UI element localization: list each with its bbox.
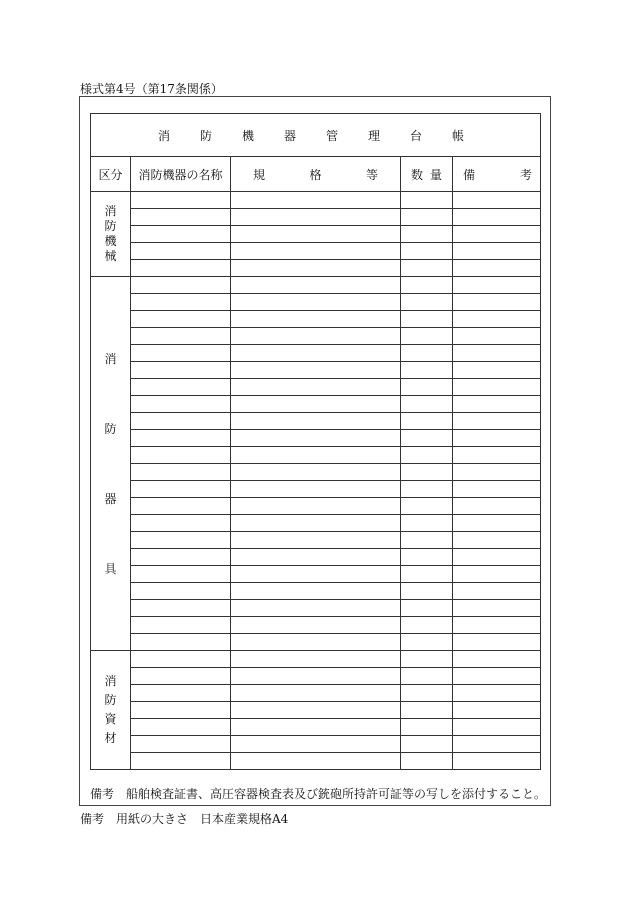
spec-cell[interactable]	[231, 668, 401, 685]
form-number-label: 様式第4号（第17条関係）	[80, 82, 223, 96]
qty-cell[interactable]	[401, 617, 453, 634]
header-row	[91, 157, 541, 192]
remarks-cell[interactable]	[453, 379, 541, 396]
header-spec-char: 等	[365, 167, 378, 182]
remarks-cell[interactable]	[453, 753, 541, 770]
qty-cell[interactable]	[401, 753, 453, 770]
qty-cell[interactable]	[401, 736, 453, 753]
name-cell[interactable]	[131, 192, 231, 209]
name-cell[interactable]	[131, 243, 231, 260]
qty-cell[interactable]	[401, 498, 453, 515]
qty-cell[interactable]	[401, 702, 453, 719]
table-row	[91, 243, 541, 260]
spec-cell[interactable]	[231, 328, 401, 345]
name-cell[interactable]	[131, 753, 231, 770]
name-cell[interactable]	[131, 498, 231, 515]
qty-cell[interactable]	[401, 481, 453, 498]
remarks-cell[interactable]	[453, 243, 541, 260]
spec-cell[interactable]	[231, 634, 401, 651]
spec-cell[interactable]	[231, 294, 401, 311]
qty-cell[interactable]	[401, 311, 453, 328]
qty-cell[interactable]	[401, 294, 453, 311]
header-spec	[231, 157, 401, 192]
qty-cell[interactable]	[401, 515, 453, 532]
qty-cell[interactable]	[401, 651, 453, 668]
name-cell[interactable]	[131, 345, 231, 362]
remarks-cell[interactable]	[453, 311, 541, 328]
remarks-cell[interactable]	[453, 226, 541, 243]
qty-cell[interactable]	[401, 328, 453, 345]
header-qty-char: 量	[429, 167, 442, 182]
remarks-cell[interactable]	[453, 209, 541, 226]
category-fire-materials	[91, 651, 131, 770]
remarks-cell[interactable]	[453, 736, 541, 753]
qty-cell[interactable]	[401, 532, 453, 549]
table-row	[91, 600, 541, 617]
spec-cell[interactable]	[231, 549, 401, 566]
category-fire-machinery	[91, 192, 131, 277]
header-qty-char: 数	[411, 167, 424, 182]
qty-cell[interactable]	[401, 192, 453, 209]
table-row	[91, 549, 541, 566]
remarks-cell[interactable]	[453, 566, 541, 583]
spec-cell[interactable]	[231, 192, 401, 209]
qty-cell[interactable]	[401, 209, 453, 226]
table-row	[91, 226, 541, 243]
table-row	[91, 702, 541, 719]
category-char: 防	[104, 219, 117, 233]
spec-cell[interactable]	[231, 209, 401, 226]
remarks-cell[interactable]	[453, 702, 541, 719]
category-char: 材	[104, 731, 117, 745]
remarks-cell[interactable]	[453, 532, 541, 549]
spec-cell[interactable]	[231, 532, 401, 549]
spec-cell[interactable]	[231, 396, 401, 413]
qty-cell[interactable]	[401, 430, 453, 447]
remarks-cell[interactable]	[453, 362, 541, 379]
name-cell[interactable]	[131, 413, 231, 430]
table-row	[91, 447, 541, 464]
remarks-cell[interactable]	[453, 668, 541, 685]
remarks-cell[interactable]	[453, 396, 541, 413]
table-row	[91, 753, 541, 770]
name-cell[interactable]	[131, 668, 231, 685]
name-cell[interactable]	[131, 634, 231, 651]
table-row	[91, 481, 541, 498]
name-cell[interactable]	[131, 685, 231, 702]
name-cell[interactable]	[131, 600, 231, 617]
category-char: 防	[104, 421, 117, 436]
qty-cell[interactable]	[401, 464, 453, 481]
table-row	[91, 464, 541, 481]
name-cell[interactable]	[131, 515, 231, 532]
spec-cell[interactable]	[231, 685, 401, 702]
remarks-cell[interactable]	[453, 719, 541, 736]
remarks-cell[interactable]	[453, 549, 541, 566]
name-cell[interactable]	[131, 736, 231, 753]
qty-cell[interactable]	[401, 447, 453, 464]
remarks-cell[interactable]	[453, 277, 541, 294]
category-char: 消	[104, 204, 117, 218]
header-remarks	[453, 157, 541, 192]
spec-cell[interactable]	[231, 260, 401, 277]
header-remarks-char: 備	[463, 167, 476, 182]
qty-cell[interactable]	[401, 719, 453, 736]
spec-cell[interactable]	[231, 753, 401, 770]
spec-cell[interactable]	[231, 481, 401, 498]
name-cell[interactable]	[131, 362, 231, 379]
qty-cell[interactable]	[401, 668, 453, 685]
table-row	[91, 583, 541, 600]
spec-cell[interactable]	[231, 243, 401, 260]
name-cell[interactable]	[131, 532, 231, 549]
qty-cell[interactable]	[401, 243, 453, 260]
table-row	[91, 311, 541, 328]
spec-cell[interactable]	[231, 362, 401, 379]
name-cell[interactable]	[131, 294, 231, 311]
spec-cell[interactable]	[231, 345, 401, 362]
qty-cell[interactable]	[401, 685, 453, 702]
spec-cell[interactable]	[231, 651, 401, 668]
category-fire-equipment	[91, 277, 131, 651]
spec-cell[interactable]	[231, 617, 401, 634]
header-qty	[401, 157, 453, 192]
category-char: 消	[104, 674, 117, 688]
remarks-cell[interactable]	[453, 430, 541, 447]
table-row	[91, 209, 541, 226]
name-cell[interactable]	[131, 226, 231, 243]
header-name: 消防機器の名称	[131, 157, 231, 192]
spec-cell[interactable]	[231, 447, 401, 464]
table-row	[91, 736, 541, 753]
remarks-cell[interactable]	[453, 464, 541, 481]
name-cell[interactable]	[131, 549, 231, 566]
spec-cell[interactable]	[231, 719, 401, 736]
header-category: 区分	[91, 157, 131, 192]
qty-cell[interactable]	[401, 362, 453, 379]
name-cell[interactable]	[131, 396, 231, 413]
name-cell[interactable]	[131, 328, 231, 345]
qty-cell[interactable]	[401, 549, 453, 566]
remarks-cell[interactable]	[453, 192, 541, 209]
spec-cell[interactable]	[231, 226, 401, 243]
spec-cell[interactable]	[231, 311, 401, 328]
qty-cell[interactable]	[401, 583, 453, 600]
name-cell[interactable]	[131, 617, 231, 634]
ledger-title: 消 防 機 器 管 理 台 帳	[91, 114, 541, 157]
spec-cell[interactable]	[231, 430, 401, 447]
remarks-cell[interactable]	[453, 617, 541, 634]
qty-cell[interactable]	[401, 396, 453, 413]
remarks-cell[interactable]	[453, 413, 541, 430]
table-row	[91, 617, 541, 634]
remarks-cell[interactable]	[453, 498, 541, 515]
name-cell[interactable]	[131, 464, 231, 481]
spec-cell[interactable]	[231, 736, 401, 753]
table-row	[91, 430, 541, 447]
table-row	[91, 668, 541, 685]
table-row	[91, 634, 541, 651]
table-row	[91, 294, 541, 311]
category-char: 防	[104, 693, 117, 707]
table-row	[91, 277, 541, 294]
spec-cell[interactable]	[231, 277, 401, 294]
category-char: 器	[104, 491, 117, 506]
qty-cell[interactable]	[401, 379, 453, 396]
remarks-cell[interactable]	[453, 328, 541, 345]
table-row	[91, 260, 541, 277]
table-row	[91, 345, 541, 362]
table-row	[91, 379, 541, 396]
table-row	[91, 651, 541, 668]
table-row	[91, 685, 541, 702]
category-char: 消	[104, 351, 117, 366]
qty-cell[interactable]	[401, 260, 453, 277]
qty-cell[interactable]	[401, 600, 453, 617]
name-cell[interactable]	[131, 430, 231, 447]
table-row	[91, 532, 541, 549]
category-char: 具	[104, 561, 117, 576]
table-row	[91, 719, 541, 736]
name-cell[interactable]	[131, 481, 231, 498]
table-row	[91, 498, 541, 515]
remarks-cell[interactable]	[453, 651, 541, 668]
spec-cell[interactable]	[231, 498, 401, 515]
name-cell[interactable]	[131, 260, 231, 277]
qty-cell[interactable]	[401, 634, 453, 651]
remarks-cell[interactable]	[453, 583, 541, 600]
table-row	[91, 328, 541, 345]
remarks-cell[interactable]	[453, 600, 541, 617]
name-cell[interactable]	[131, 719, 231, 736]
remarks-cell[interactable]	[453, 447, 541, 464]
remarks-cell[interactable]	[453, 685, 541, 702]
remarks-cell[interactable]	[453, 634, 541, 651]
table-row	[91, 515, 541, 532]
paper-size-note: 備考 用紙の大きさ 日本産業規格A4	[80, 812, 289, 826]
remarks-cell[interactable]	[453, 481, 541, 498]
name-cell[interactable]	[131, 651, 231, 668]
attachment-note: 備考 船舶検査証書、高圧容器検査表及び銃砲所持許可証等の写しを添付すること。	[90, 787, 547, 801]
category-char: 機	[104, 234, 117, 248]
name-cell[interactable]	[131, 447, 231, 464]
spec-cell[interactable]	[231, 413, 401, 430]
spec-cell[interactable]	[231, 702, 401, 719]
qty-cell[interactable]	[401, 345, 453, 362]
spec-cell[interactable]	[231, 583, 401, 600]
name-cell[interactable]	[131, 702, 231, 719]
spec-cell[interactable]	[231, 566, 401, 583]
ledger-table	[90, 113, 541, 770]
table-row	[91, 192, 541, 209]
table-row	[91, 413, 541, 430]
spec-cell[interactable]	[231, 515, 401, 532]
name-cell[interactable]	[131, 583, 231, 600]
name-cell[interactable]	[131, 379, 231, 396]
header-spec-char: 格	[309, 167, 322, 182]
name-cell[interactable]	[131, 277, 231, 294]
remarks-cell[interactable]	[453, 515, 541, 532]
name-cell[interactable]	[131, 311, 231, 328]
category-char: 資	[104, 712, 117, 726]
table-row	[91, 566, 541, 583]
qty-cell[interactable]	[401, 226, 453, 243]
table-row	[91, 396, 541, 413]
remarks-cell[interactable]	[453, 345, 541, 362]
name-cell[interactable]	[131, 566, 231, 583]
name-cell[interactable]	[131, 209, 231, 226]
header-remarks-char: 考	[519, 167, 532, 182]
spec-cell[interactable]	[231, 600, 401, 617]
qty-cell[interactable]	[401, 277, 453, 294]
remarks-cell[interactable]	[453, 294, 541, 311]
qty-cell[interactable]	[401, 413, 453, 430]
remarks-cell[interactable]	[453, 260, 541, 277]
spec-cell[interactable]	[231, 379, 401, 396]
category-char: 械	[104, 249, 117, 263]
spec-cell[interactable]	[231, 464, 401, 481]
qty-cell[interactable]	[401, 566, 453, 583]
table-row	[91, 362, 541, 379]
header-spec-char: 規	[253, 167, 266, 182]
